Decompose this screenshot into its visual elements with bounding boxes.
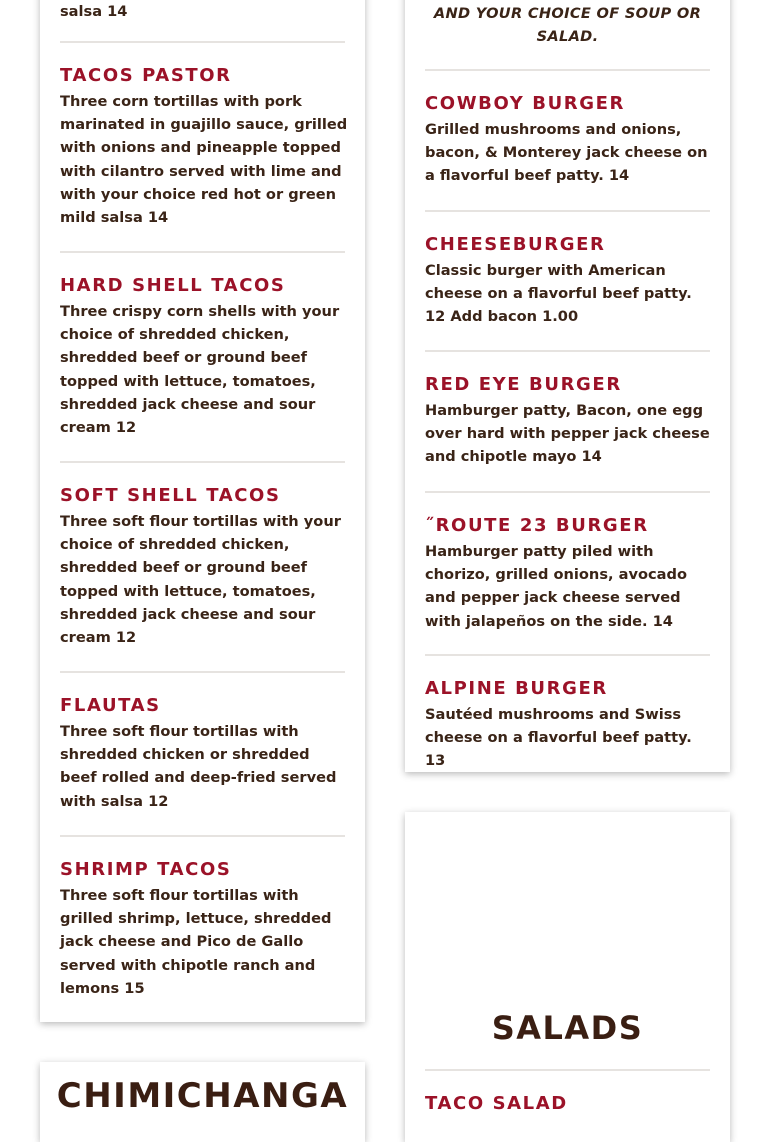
menu-item-taco-salad [425, 1092, 715, 1116]
divider [60, 671, 345, 673]
chimichanga-section-card [40, 1062, 365, 1142]
item-name: RED EYE BURGER [425, 374, 622, 395]
item-name: TACO SALAD [425, 1093, 568, 1114]
divider [60, 41, 345, 43]
menu-item-cheeseburger [425, 233, 715, 329]
item-name: HARD SHELL TACOS [60, 275, 286, 296]
item-description: Three soft flour tortillas with grilled shrimp, lettuce, shredded jack cheese and Pico de Gallo served with chipotle ranch and lemons 15 [60, 887, 332, 997]
tacos-menu-card [40, 0, 365, 1022]
section-title: CHIMICHANGA [56, 1076, 349, 1116]
menu-item-shrimp-tacos [60, 858, 350, 1000]
divider [425, 69, 710, 71]
item-name: ˝ROUTE 23 BURGER [425, 515, 649, 536]
divider [60, 835, 345, 837]
item-description: Three soft flour tortillas with shredded chicken or shredded beef rolled and deep-fried served with salsa 12 [60, 723, 337, 810]
item-description: Three soft flour tortillas with your choice of shredded chicken, shredded beef or ground beef topped with lettuce, tomatoes, shredded jack cheese and sour cream 12 [60, 513, 341, 647]
item-name: SHRIMP TACOS [60, 859, 232, 880]
menu-item-hard-shell-tacos [60, 274, 350, 439]
menu-item-tacos-pastor [60, 64, 350, 229]
salads-section-card [405, 812, 730, 1142]
item-description: Hamburger patty, Bacon, one egg over hard with pepper jack cheese and chipotle mayo 14 [425, 402, 710, 466]
divider [425, 350, 710, 352]
item-name: CHEESEBURGER [425, 234, 606, 255]
item-name: ALPINE BURGER [425, 678, 608, 699]
divider [60, 461, 345, 463]
divider [425, 1069, 710, 1071]
menu-item-cowboy-burger [425, 92, 715, 188]
burgers-menu-card [405, 0, 730, 772]
item-description: Hamburger patty piled with chorizo, grilled onions, avocado and pepper jack cheese served with jalapeños on the side. 14 [425, 543, 687, 630]
item-name: FLAUTAS [60, 695, 161, 716]
item-name: COWBOY BURGER [425, 93, 625, 114]
item-description: Grilled mushrooms and onions, bacon, & Monterey jack cheese on a flavorful beef patty. 14 [425, 121, 708, 185]
menu-item-route-23-burger [425, 514, 715, 633]
previous-item-fragment: salsa 14 [60, 3, 128, 20]
menu-item-flautas [60, 694, 350, 813]
divider [425, 491, 710, 493]
burgers-note: AND YOUR CHOICE OF SOUP OR SALAD. [433, 5, 702, 45]
menu-item-red-eye-burger [425, 373, 715, 469]
item-description: Three crispy corn shells with your choice of shredded chicken, shredded beef or ground beef topped with lettuce, tomatoes, shredded jack cheese and sour cream 12 [60, 303, 340, 437]
divider [425, 654, 710, 656]
item-description: Sautéed mushrooms and Swiss cheese on a flavorful beef patty. 13 [425, 706, 692, 770]
item-description: Three corn tortillas with pork marinated in guajillo sauce, grilled with onions and pineapple topped with cilantro served with lime and with your choice red hot or green mild salsa 14 [60, 93, 348, 227]
divider [425, 210, 710, 212]
section-title: SALADS [491, 1009, 644, 1047]
item-description: Classic burger with American cheese on a flavorful beef patty. 12 Add bacon 1.00 [425, 262, 692, 326]
item-name: TACOS PASTOR [60, 65, 232, 86]
divider [60, 251, 345, 253]
item-name: SOFT SHELL TACOS [60, 485, 281, 506]
menu-item-soft-shell-tacos [60, 484, 350, 649]
menu-item-alpine-burger [425, 677, 715, 773]
